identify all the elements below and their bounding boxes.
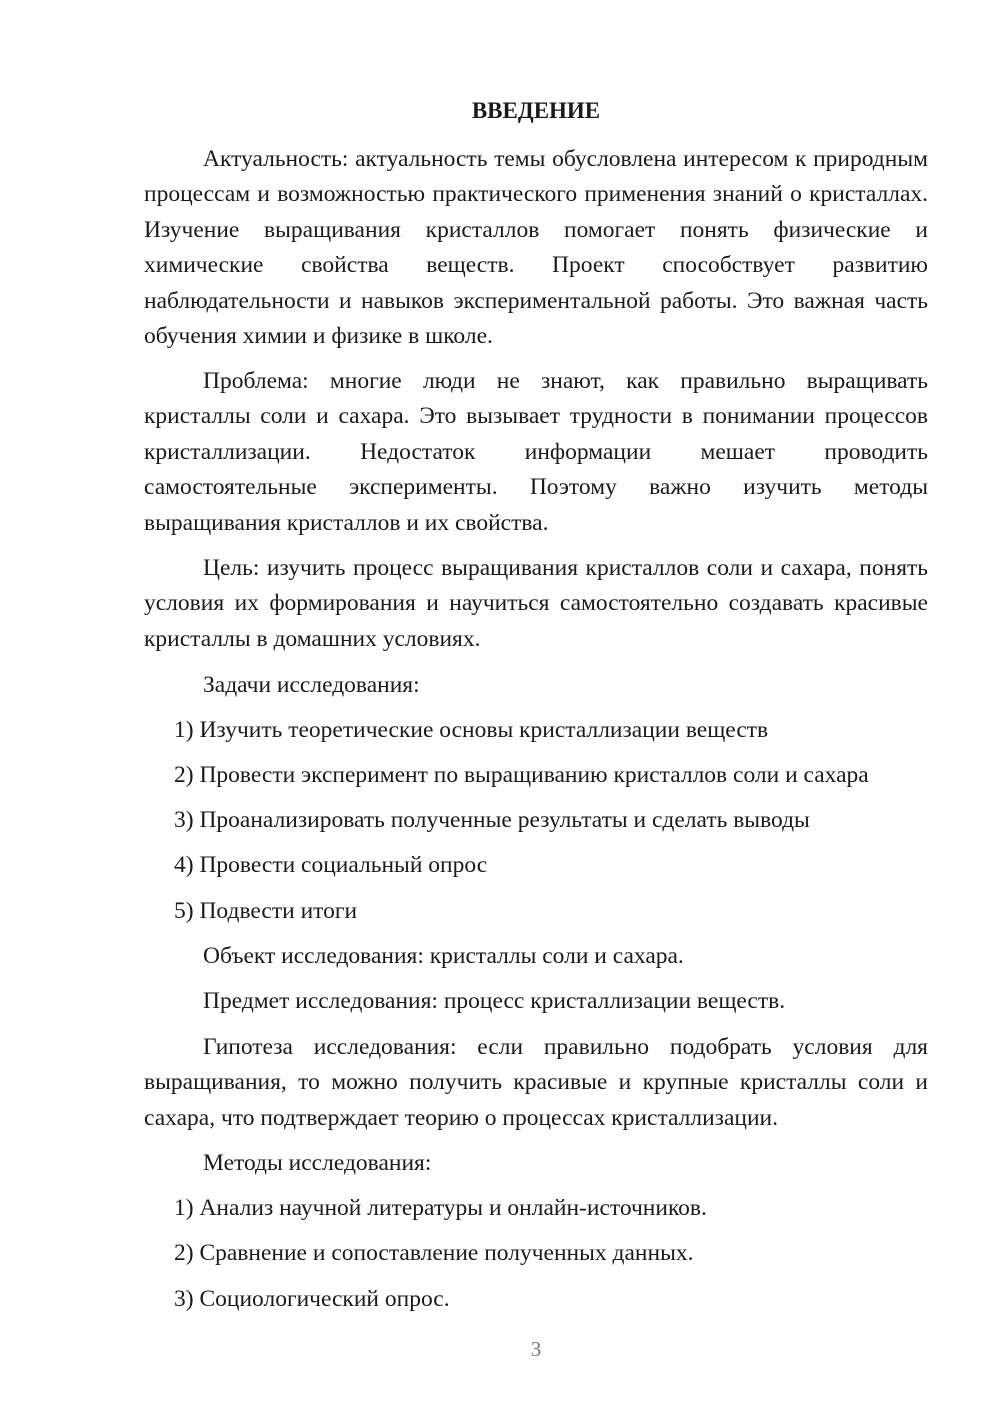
task-item: 1) Изучить теоретические основы кристаллизации веществ [174,717,769,743]
method-item: 2) Сравнение и сопоставление полученных данных. [174,1240,694,1266]
method-item: 1) Анализ научной литературы и онлайн-источников. [174,1195,707,1221]
problem-paragraph: Проблема: многие люди не знают, как правильно выращивать кристаллы соли и сахара. Это вызывает трудности в понимании процессов кристаллизации. Недостаток информации мешает проводить самостоятельные эксперименты. Поэтому важно изучить методы выращивания кристаллов и их свойства. [144,368,928,536]
research-subject: Предмет исследования: процесс кристаллизации веществ. [203,988,786,1014]
task-item: 2) Провести эксперимент по выращиванию кристаллов соли и сахара [174,762,869,788]
section-title: ВВЕДЕНИЕ [471,98,601,123]
tasks-heading: Задачи исследования: [203,672,420,698]
task-item: 3) Проанализировать полученные результаты и сделать выводы [174,807,810,833]
goal-paragraph: Цель: изучить процесс выращивания кристаллов соли и сахара, понять условия их формирования и научиться самостоятельно создавать красивые кристаллы в домашних условиях. [144,555,928,652]
research-object: Объект исследования: кристаллы соли и сахара. [203,943,684,969]
task-item: 5) Подвести итоги [174,898,358,924]
page-number: 3 [530,1337,542,1361]
task-item: 4) Провести социальный опрос [174,852,488,878]
relevance-paragraph: Актуальность: актуальность темы обусловлена интересом к природным процессам и возможностью практического применения знаний о кристаллах. Изучение выращивания кристаллов помогает понять физические и химические свойства веществ. Проект способствует развитию наблюдательности и навыков экспериментальной работы. Это важная часть обучения химии и физике в школе. [144,146,928,350]
methods-heading: Методы исследования: [203,1150,432,1176]
method-item: 3) Социологический опрос. [174,1286,450,1312]
hypothesis-paragraph: Гипотеза исследования: если правильно подобрать условия для выращивания, то можно получить красивые и крупные кристаллы соли и сахара, что подтверждает теорию о процессах кристаллизации. [144,1034,928,1131]
